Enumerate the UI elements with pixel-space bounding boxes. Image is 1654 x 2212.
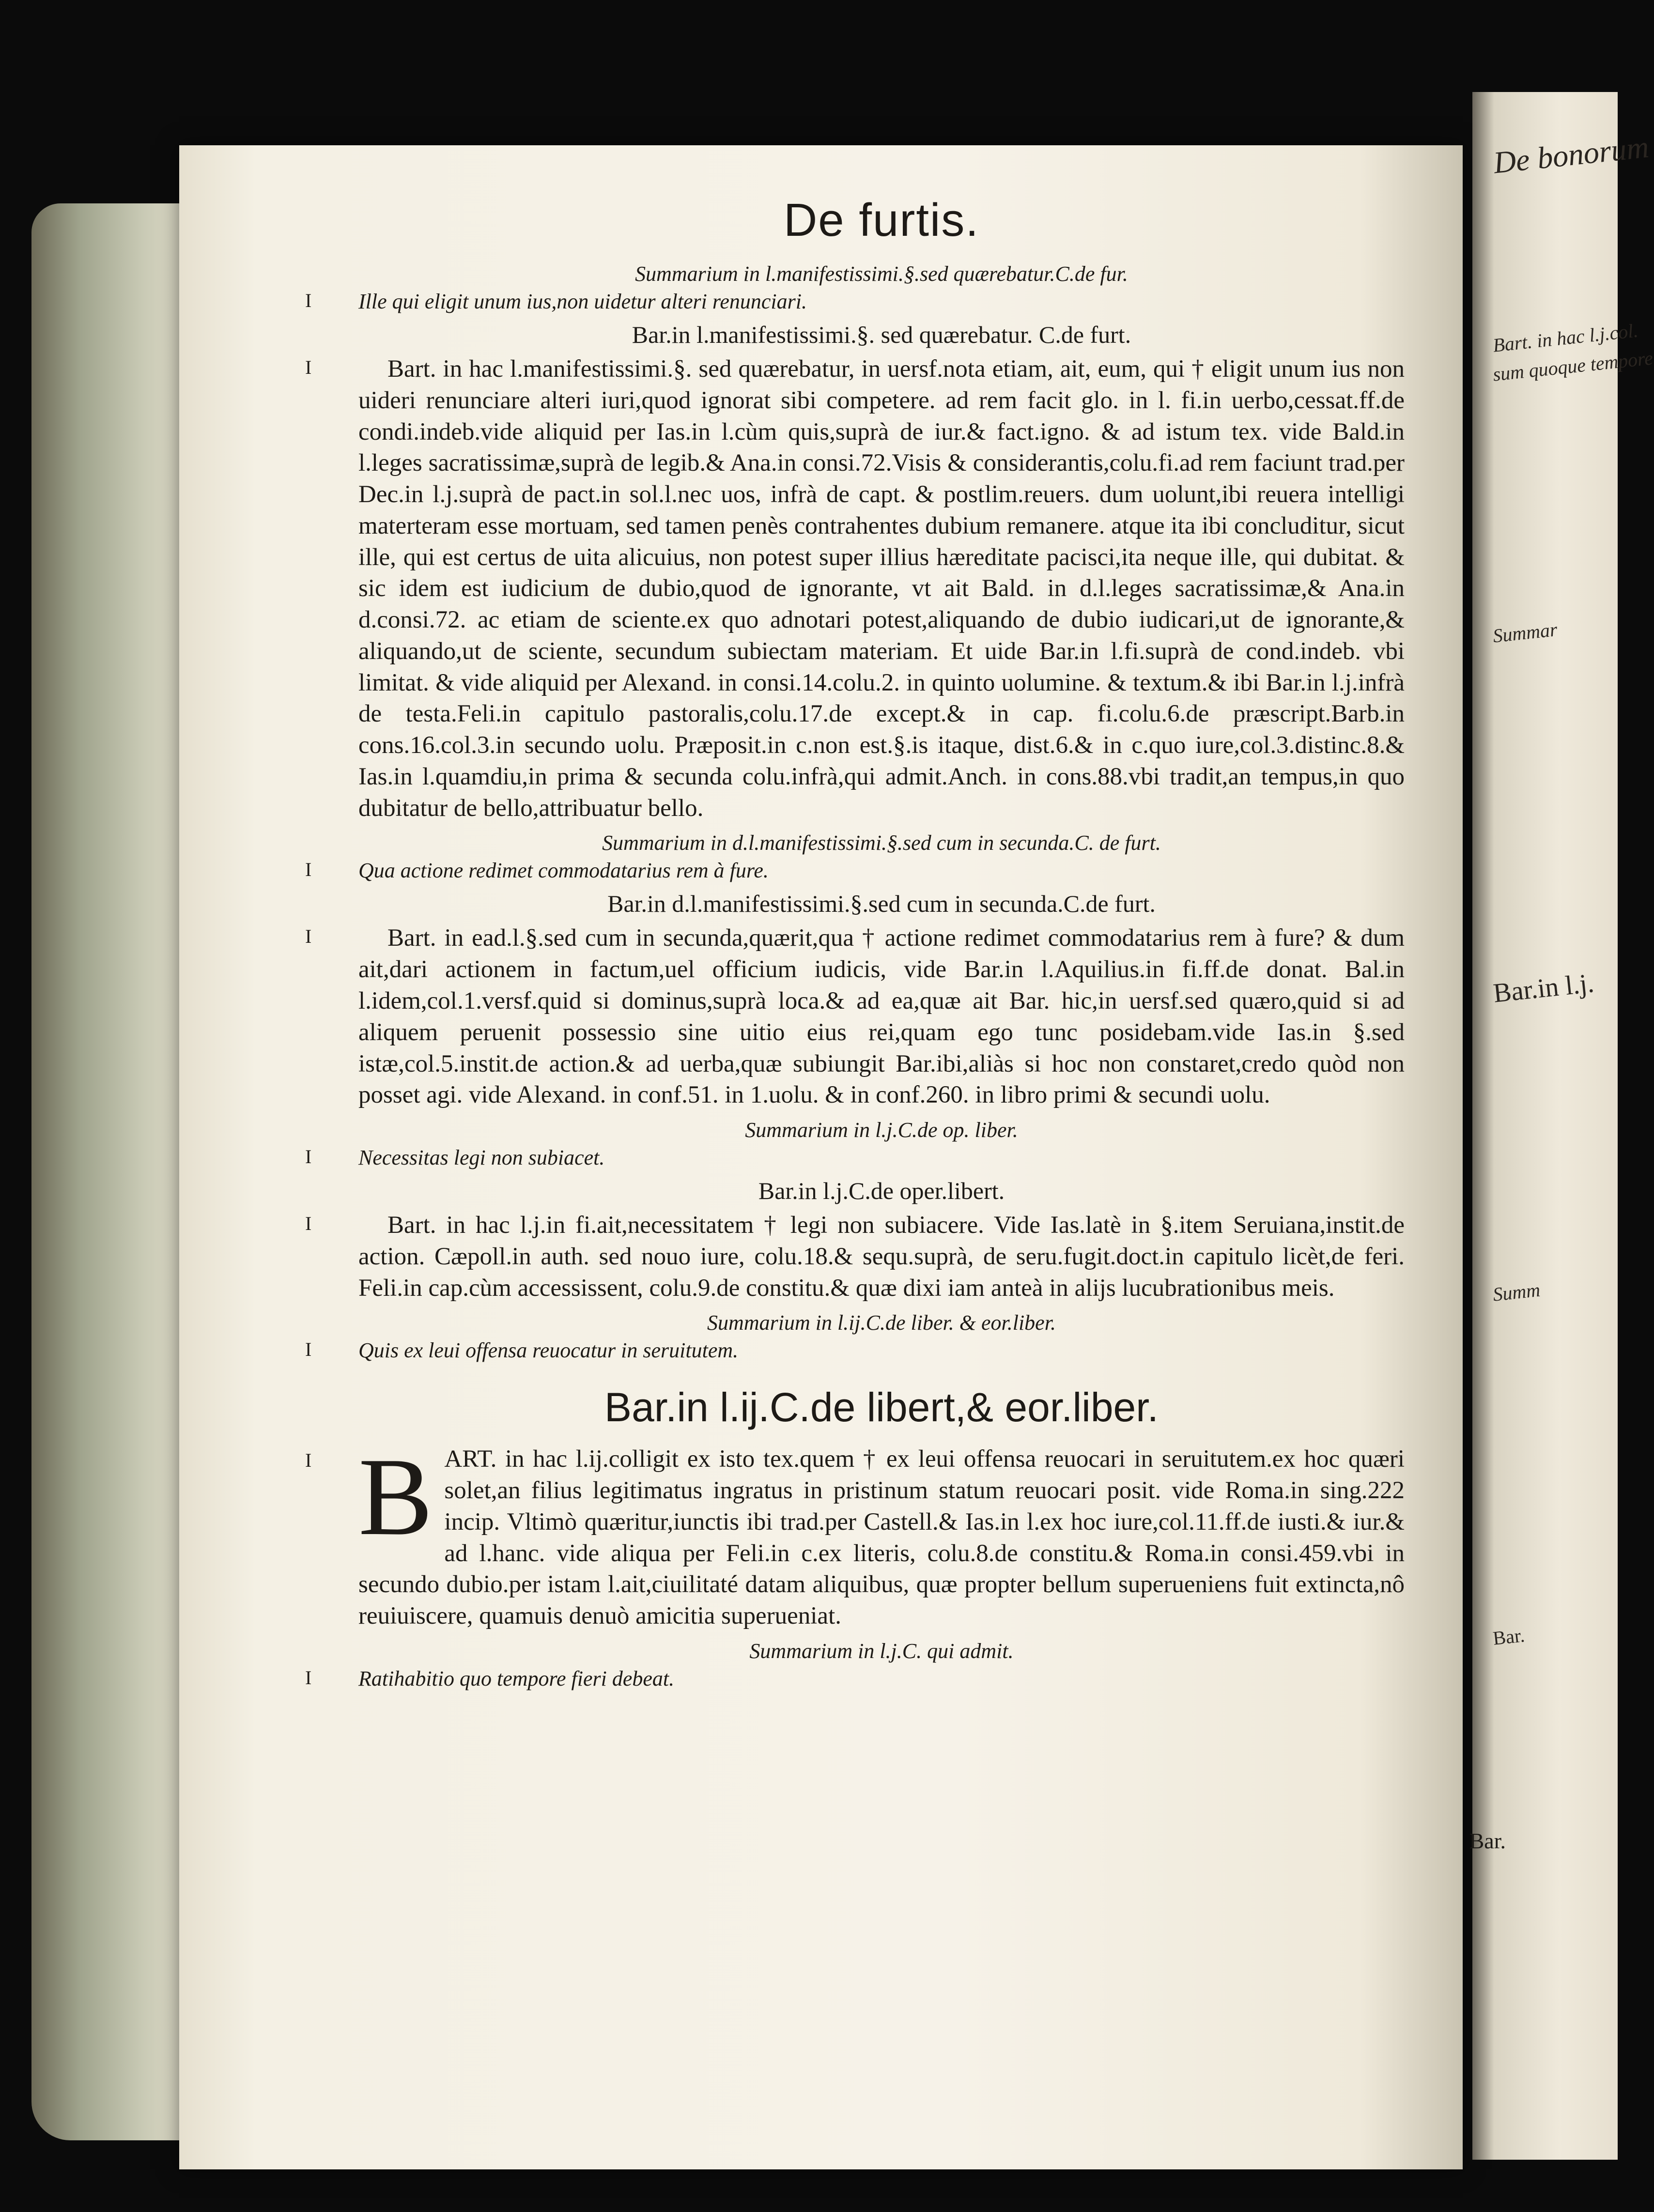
commentary-paragraph [305,1210,1405,1304]
facing-line: Bar. [1492,1624,1526,1649]
rubric-number: I [305,859,312,881]
facing-line: Summar [1492,618,1559,647]
facing-line: Bart. in hac l.j.col. [1492,319,1639,356]
section-heading: Bar.in l.ij.C.de libert,& eor.liber. [604,1384,1159,1430]
page-text [305,194,1405,1698]
rubric-text: Qua actione redimet commodatarius rem à fure. [358,859,769,883]
paragraph-text: ART. in hac l.ij.colligit ex isto tex.quem † ex leui offensa reuocari in seruitutem.ex hoc quæri solet,an filius legitimatus ingratus in pristinum statum reuocari posit. vide Roma.in sing.222 incip. Vltimò quæritur,iunctis ibi trad.per Castell.& Ias.in l.ex hoc iure,col.11.ff.de iusti.& iur.& ad l.hanc. vide aliqua per Feli.in c.ex literis, colu.8.de constitu.& Roma.in consi.459.vbi in secundo dubio.per istam l.ait,ciuilitaté datam aliquibus, quæ propter bellum superueniens fuit extincta,nô reuiuiscere, quamuis denuò amicitia superueniat. [358,1445,1405,1630]
page-title: De furtis. [783,194,980,246]
commentary-paragraph [305,922,1405,1111]
paragraph-number: I [305,925,312,948]
rubric-text: Ille qui eligit unum ius,non uidetur alteri renunciari. [358,290,807,313]
facing-line: sum quoque tempore [1492,347,1654,385]
facing-line: Bar.in l.j. [1492,968,1595,1009]
rubric-number: I [305,1666,312,1689]
book-edge [31,203,191,2140]
paragraph-number: I [305,356,312,378]
facing-line: Summ [1492,1278,1542,1306]
summary-heading: Summarium in l.j.C.de op. liber. [745,1118,1018,1142]
rubric-number: I [305,1146,312,1168]
paragraph-number: I [305,1449,312,1472]
summary-heading: Summarium in l.j.C. qui admit. [749,1639,1014,1663]
rubric [305,1666,1405,1691]
rubric-number: I [305,290,312,311]
paragraph-number: I [305,1213,312,1235]
paragraph-text: Bart. in hac l.manifestissimi.§. sed quærebatur, in uersf.nota etiam, ait, eum, qui † eligit unum ius non uideri renunciare alteri iuri,quod ignorat sibi competere. ad rem facit glo. in l. fi.in uerbo,cessat.ff.de condi.indeb.vide aliquid per Ias.in l.cùm quis,suprà de iur.& fact.igno. & ad istum tex. vide Bald.in l.leges sacratissimæ,suprà de legib.& Ana.in consi.72.Visis & considerantis,colu.fi.ad rem faciunt trad.per Dec.in l.j.suprà de pact.in sol.l.nec uos, infrà de capt. & postlim.reuers. dum uolunt,ibi reuera intelligi materteram esse mortuam, sed tamen penès contrahentes dubium remanere. atque ita ibi concluditur, sicut ille, qui est certus de uita alicuius, non potest super illius hæreditate pacisci,ita neque ille, qui dubitat. & sic idem est iudicium de dubio,quod de ignorante, vt ait Bald. in d.l.leges sacratissimæ,& Ana.in d.consi.72. ac etiam de sciente.ex quo adnotari potest,aliquando de dubio iudicari,ut de ignorante,& aliquando,ut de sciente, secundum subiectam materiam. Et uide Bar.in l.fi.suprà de cond.indeb. vbi limitat. & vide aliquid per Alexand. in consi.14.colu.2. in quinto uolumine. & textum.& ibi Bar.in l.j.infrà de testa.Feli.in capitulo pastoralis,colu.17.de except.& in cap. fi.colu.6.de præscript.Barb.in cons.16.col.3.in secundo uolu. Præposit.in c.non est.§.is itaque, dist.6.& in c.quo iure,col.3.distinc.8.& Ias.in l.quamdiu,in prima & secunda colu.infrà,qui admit.Anch. in cons.88.vbi tradit,an tempus,in quo dubitatur de bello,attribuatur bello. [358,355,1405,822]
summary-heading: Summarium in l.ij.C.de liber. & eor.liber. [707,1311,1056,1335]
paragraph-text: Bart. in hac l.j.in fi.ait,necessitatem † legi non subiacere. Vide Ias.latè in §.item Seruiana,instit.de action. Cæpoll.in auth. sed nouo iure, colu.18.& sequ.suprà, de seru.fugit.doct.in capitulo licèt,de feri. Feli.in cap.cùm accessissent, colu.9.de constitu.& quæ dixi iam anteà in alijs lucubrationibus meis. [358,1212,1405,1302]
catchword: Bar. [1469,1828,1506,1853]
rubric [305,1145,1405,1170]
summary-heading: Summarium in d.l.manifestissimi.§.sed cum in secunda.C. de furt. [602,831,1161,855]
paragraph-text: Bart. in ead.l.§.sed cum in secunda,quærit,qua † actione redimet commodatarius rem à fure? & dum ait,dari actionem in factum,uel officium iudicis, vide Bar.in l.Aquilius.in fi.ff.de donat. Bal.in l.idem,col.1.versf.quid si dominus,suprà loca.& ad ea,quæ ait Bar. hic,in uersf.sed quæro,quid si ad aliquem peruenit possessio sine uitio eius rei,quam ego tunc posidebam.vide Ias.in §.sed istæ,col.5.instit.de action.& ad uerba,quæ subiungit Bar.ibi,aliàs si hoc non constaret,credo quòd non posset agi. vide Alexand. in conf.51. in 1.uolu. & in conf.260. in libro primi & secundi uolu. [358,924,1405,1109]
section-subheading: Bar.in d.l.manifestissimi.§.sed cum in secunda.C.de furt. [607,890,1156,918]
section-subheading: Bar.in l.j.C.de oper.libert. [758,1177,1005,1205]
rubric [305,858,1405,883]
section-subheading: Bar.in l.manifestissimi.§. sed quærebatur. C.de furt. [632,321,1131,348]
rubric-number: I [305,1338,312,1361]
rubric [305,289,1405,314]
rubric-text: Ratihabitio quo tempore fieri debeat. [358,1666,675,1690]
commentary-paragraph [305,1435,1405,1632]
rubric-text: Quis ex leui offensa reuocatur in seruitutem. [358,1338,739,1363]
commentary-paragraph [305,353,1405,824]
facing-line: De bonorum [1492,129,1651,180]
rubric-text: Necessitas legi non subiacet. [358,1146,605,1170]
drop-cap: B [358,1435,433,1559]
summary-heading: Summarium in l.manifestissimi.§.sed quærebatur.C.de fur. [635,262,1128,286]
rubric [305,1338,1405,1363]
